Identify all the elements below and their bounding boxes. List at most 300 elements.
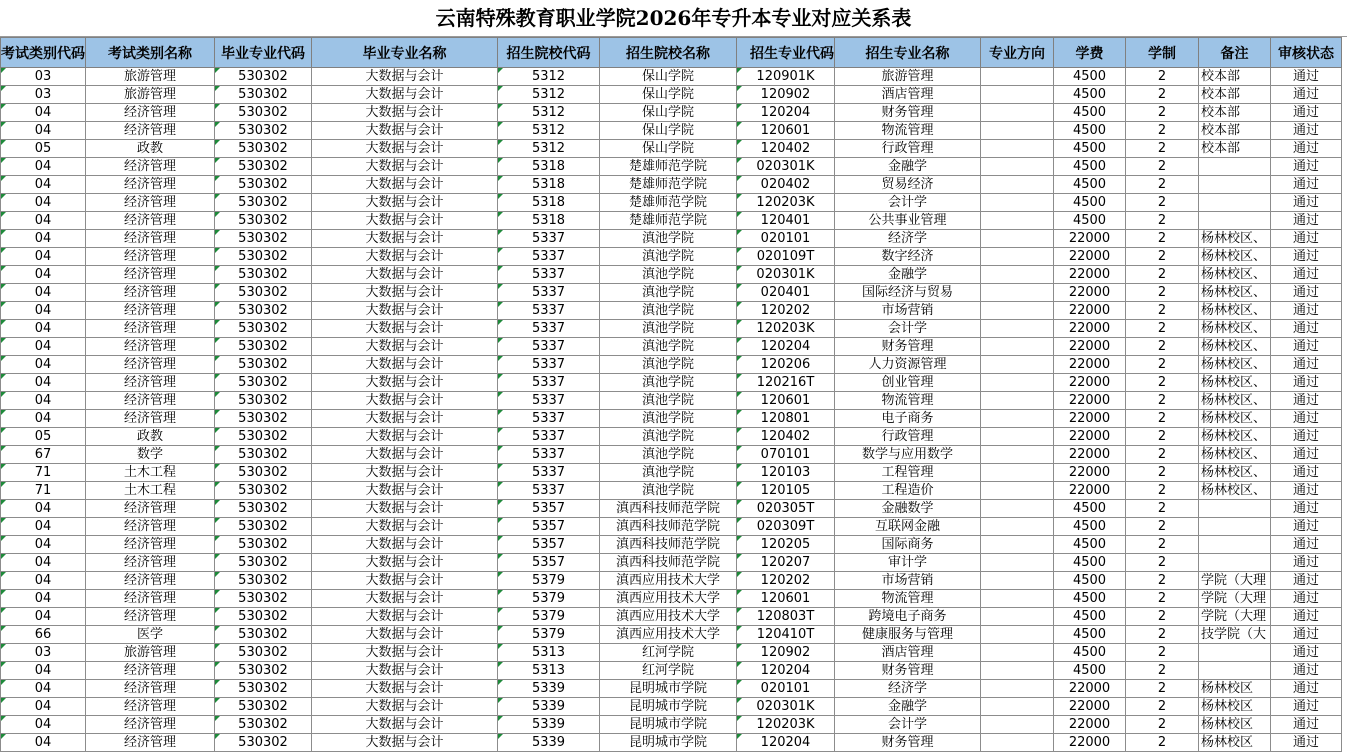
table-cell[interactable]: 120206 [737,356,835,374]
table-cell[interactable]: 经济管理 [86,122,215,140]
table-cell[interactable]: 5339 [498,734,600,752]
table-cell[interactable]: 大数据与会计 [312,608,498,626]
table-cell[interactable]: 经济管理 [86,248,215,266]
table-cell[interactable]: 2 [1126,662,1199,680]
table-cell[interactable]: 530302 [215,86,312,104]
table-cell[interactable]: 2 [1126,356,1199,374]
table-cell[interactable]: 22000 [1054,338,1126,356]
table-cell[interactable]: 楚雄师范学院 [600,176,737,194]
table-cell[interactable]: 通过 [1271,716,1342,734]
table-cell[interactable]: 滇西科技师范学院 [600,518,737,536]
table-cell[interactable]: 经济管理 [86,230,215,248]
table-cell[interactable]: 2 [1126,626,1199,644]
table-cell[interactable]: 土木工程 [86,464,215,482]
table-cell[interactable]: 530302 [215,68,312,86]
table-cell[interactable]: 滇西应用技术大学 [600,626,737,644]
header-cell[interactable]: 毕业专业代码 [215,38,312,68]
table-cell[interactable]: 经济管理 [86,572,215,590]
table-cell[interactable]: 滇池学院 [600,230,737,248]
table-cell[interactable]: 大数据与会计 [312,734,498,752]
table-cell[interactable]: 120801 [737,410,835,428]
table-cell[interactable]: 通过 [1271,680,1342,698]
table-cell[interactable]: 大数据与会计 [312,518,498,536]
table-cell[interactable]: 5312 [498,86,600,104]
table-cell[interactable]: 5313 [498,644,600,662]
table-cell[interactable] [1199,536,1271,554]
table-cell[interactable]: 5337 [498,266,600,284]
table-cell[interactable] [981,680,1054,698]
table-cell[interactable] [981,500,1054,518]
table-cell[interactable]: 22000 [1054,680,1126,698]
table-cell[interactable] [981,662,1054,680]
table-cell[interactable]: 通过 [1271,554,1342,572]
table-cell[interactable]: 120202 [737,572,835,590]
table-cell[interactable]: 大数据与会计 [312,536,498,554]
table-cell[interactable]: 财务管理 [835,734,981,752]
table-cell[interactable]: 2 [1126,608,1199,626]
table-cell[interactable]: 大数据与会计 [312,374,498,392]
table-cell[interactable] [981,626,1054,644]
table-cell[interactable]: 金融学 [835,698,981,716]
table-cell[interactable]: 经济管理 [86,698,215,716]
table-cell[interactable]: 滇西应用技术大学 [600,572,737,590]
table-cell[interactable]: 2 [1126,590,1199,608]
table-cell[interactable]: 通过 [1271,68,1342,86]
table-cell[interactable]: 22000 [1054,464,1126,482]
table-cell[interactable]: 04 [1,572,86,590]
table-cell[interactable]: 020101 [737,230,835,248]
table-cell[interactable]: 经济管理 [86,536,215,554]
table-cell[interactable]: 杨林校区 [1199,716,1271,734]
table-cell[interactable]: 2 [1126,698,1199,716]
table-cell[interactable]: 020401 [737,284,835,302]
table-cell[interactable]: 通过 [1271,392,1342,410]
table-cell[interactable] [981,158,1054,176]
table-cell[interactable]: 04 [1,158,86,176]
table-cell[interactable]: 跨境电子商务 [835,608,981,626]
table-cell[interactable]: 4500 [1054,590,1126,608]
table-cell[interactable]: 22000 [1054,284,1126,302]
table-cell[interactable]: 会计学 [835,320,981,338]
table-cell[interactable]: 经济管理 [86,266,215,284]
table-cell[interactable]: 5337 [498,374,600,392]
table-cell[interactable]: 04 [1,104,86,122]
table-cell[interactable]: 2 [1126,176,1199,194]
table-cell[interactable]: 020301K [737,698,835,716]
table-cell[interactable]: 530302 [215,248,312,266]
table-cell[interactable] [981,554,1054,572]
table-cell[interactable]: 530302 [215,356,312,374]
table-cell[interactable]: 2 [1126,194,1199,212]
table-cell[interactable]: 530302 [215,734,312,752]
table-cell[interactable]: 大数据与会计 [312,356,498,374]
table-cell[interactable]: 通过 [1271,122,1342,140]
table-cell[interactable]: 5312 [498,104,600,122]
table-cell[interactable]: 530302 [215,644,312,662]
table-cell[interactable]: 经济学 [835,230,981,248]
table-cell[interactable]: 5337 [498,446,600,464]
table-cell[interactable]: 杨林校区、 [1199,410,1271,428]
table-cell[interactable]: 04 [1,662,86,680]
table-cell[interactable]: 5339 [498,716,600,734]
table-cell[interactable]: 学院（大理 [1199,590,1271,608]
table-cell[interactable]: 22000 [1054,446,1126,464]
table-cell[interactable]: 5337 [498,392,600,410]
table-cell[interactable]: 大数据与会计 [312,428,498,446]
table-cell[interactable]: 120803T [737,608,835,626]
table-cell[interactable]: 大数据与会计 [312,212,498,230]
table-cell[interactable]: 会计学 [835,716,981,734]
table-cell[interactable] [981,374,1054,392]
table-cell[interactable]: 2 [1126,122,1199,140]
table-cell[interactable]: 杨林校区、 [1199,302,1271,320]
table-cell[interactable]: 大数据与会计 [312,86,498,104]
table-cell[interactable]: 通过 [1271,176,1342,194]
table-cell[interactable]: 530302 [215,590,312,608]
table-cell[interactable]: 4500 [1054,140,1126,158]
table-cell[interactable]: 滇池学院 [600,410,737,428]
table-cell[interactable]: 120204 [737,104,835,122]
table-cell[interactable]: 020309T [737,518,835,536]
table-cell[interactable]: 大数据与会计 [312,626,498,644]
table-cell[interactable]: 楚雄师范学院 [600,212,737,230]
table-cell[interactable]: 通过 [1271,338,1342,356]
table-cell[interactable]: 120203K [737,194,835,212]
table-cell[interactable]: 创业管理 [835,374,981,392]
header-cell[interactable]: 招生院校代码 [498,38,600,68]
table-cell[interactable]: 04 [1,374,86,392]
table-cell[interactable]: 530302 [215,482,312,500]
table-cell[interactable]: 通过 [1271,194,1342,212]
table-cell[interactable]: 国际商务 [835,536,981,554]
table-cell[interactable]: 2 [1126,68,1199,86]
table-cell[interactable]: 530302 [215,716,312,734]
table-cell[interactable] [1199,644,1271,662]
table-cell[interactable]: 530302 [215,500,312,518]
table-cell[interactable]: 大数据与会计 [312,482,498,500]
table-cell[interactable]: 120207 [737,554,835,572]
table-cell[interactable]: 22000 [1054,392,1126,410]
table-cell[interactable] [1199,194,1271,212]
table-cell[interactable] [981,536,1054,554]
table-cell[interactable]: 大数据与会计 [312,554,498,572]
table-cell[interactable]: 04 [1,176,86,194]
table-cell[interactable]: 杨林校区、 [1199,356,1271,374]
table-cell[interactable]: 530302 [215,266,312,284]
table-cell[interactable]: 通过 [1271,374,1342,392]
table-cell[interactable]: 530302 [215,212,312,230]
table-cell[interactable]: 530302 [215,464,312,482]
table-cell[interactable]: 530302 [215,698,312,716]
table-cell[interactable]: 020301K [737,266,835,284]
table-cell[interactable] [981,68,1054,86]
table-cell[interactable] [981,356,1054,374]
table-cell[interactable] [1199,212,1271,230]
table-cell[interactable]: 2 [1126,644,1199,662]
table-cell[interactable]: 020301K [737,158,835,176]
table-cell[interactable]: 5337 [498,482,600,500]
table-cell[interactable]: 04 [1,230,86,248]
table-cell[interactable]: 滇池学院 [600,356,737,374]
table-cell[interactable]: 大数据与会计 [312,140,498,158]
table-cell[interactable]: 滇池学院 [600,446,737,464]
table-cell[interactable]: 通过 [1271,518,1342,536]
table-cell[interactable] [1199,662,1271,680]
table-cell[interactable]: 2 [1126,266,1199,284]
table-cell[interactable]: 大数据与会计 [312,572,498,590]
table-cell[interactable]: 2 [1126,320,1199,338]
table-cell[interactable] [981,122,1054,140]
table-cell[interactable] [1199,158,1271,176]
table-cell[interactable] [981,212,1054,230]
table-cell[interactable]: 大数据与会计 [312,662,498,680]
table-cell[interactable]: 5379 [498,572,600,590]
table-cell[interactable]: 2 [1126,518,1199,536]
table-cell[interactable]: 5337 [498,356,600,374]
table-cell[interactable]: 22000 [1054,698,1126,716]
table-cell[interactable]: 行政管理 [835,428,981,446]
table-cell[interactable] [981,590,1054,608]
table-cell[interactable]: 市场营销 [835,302,981,320]
table-cell[interactable]: 2 [1126,212,1199,230]
table-cell[interactable]: 120901K [737,68,835,86]
table-cell[interactable]: 大数据与会计 [312,284,498,302]
table-cell[interactable]: 22000 [1054,734,1126,752]
table-cell[interactable]: 经济管理 [86,338,215,356]
table-cell[interactable]: 杨林校区、 [1199,266,1271,284]
table-cell[interactable]: 530302 [215,536,312,554]
table-cell[interactable]: 滇池学院 [600,284,737,302]
table-cell[interactable]: 5312 [498,140,600,158]
table-cell[interactable]: 保山学院 [600,86,737,104]
table-cell[interactable]: 4500 [1054,500,1126,518]
table-cell[interactable]: 数字经济 [835,248,981,266]
table-cell[interactable]: 经济管理 [86,410,215,428]
table-cell[interactable]: 5339 [498,698,600,716]
table-cell[interactable]: 020402 [737,176,835,194]
table-cell[interactable]: 旅游管理 [835,68,981,86]
table-cell[interactable]: 通过 [1271,446,1342,464]
table-cell[interactable]: 04 [1,284,86,302]
table-cell[interactable]: 5318 [498,176,600,194]
table-cell[interactable]: 22000 [1054,320,1126,338]
table-cell[interactable]: 120601 [737,590,835,608]
table-cell[interactable] [981,464,1054,482]
table-cell[interactable]: 5379 [498,590,600,608]
table-cell[interactable]: 通过 [1271,266,1342,284]
table-cell[interactable]: 大数据与会计 [312,176,498,194]
table-cell[interactable]: 4500 [1054,158,1126,176]
table-cell[interactable]: 通过 [1271,284,1342,302]
table-cell[interactable]: 滇池学院 [600,338,737,356]
table-cell[interactable]: 2 [1126,464,1199,482]
table-cell[interactable]: 杨林校区、 [1199,482,1271,500]
table-cell[interactable]: 昆明城市学院 [600,734,737,752]
table-cell[interactable]: 5379 [498,626,600,644]
table-cell[interactable]: 120216T [737,374,835,392]
table-cell[interactable]: 04 [1,266,86,284]
table-cell[interactable]: 4500 [1054,212,1126,230]
table-cell[interactable]: 数学 [86,446,215,464]
table-cell[interactable]: 旅游管理 [86,644,215,662]
table-cell[interactable]: 大数据与会计 [312,68,498,86]
table-cell[interactable]: 04 [1,212,86,230]
table-cell[interactable]: 滇池学院 [600,482,737,500]
table-cell[interactable]: 530302 [215,320,312,338]
table-cell[interactable]: 人力资源管理 [835,356,981,374]
table-cell[interactable]: 大数据与会计 [312,320,498,338]
table-cell[interactable]: 2 [1126,482,1199,500]
table-cell[interactable]: 经济管理 [86,212,215,230]
table-cell[interactable]: 大数据与会计 [312,230,498,248]
table-cell[interactable]: 经济管理 [86,284,215,302]
table-cell[interactable]: 120204 [737,662,835,680]
table-cell[interactable]: 5318 [498,212,600,230]
table-cell[interactable]: 2 [1126,374,1199,392]
table-cell[interactable]: 酒店管理 [835,644,981,662]
table-cell[interactable]: 工程管理 [835,464,981,482]
table-cell[interactable]: 大数据与会计 [312,338,498,356]
table-cell[interactable]: 国际经济与贸易 [835,284,981,302]
table-cell[interactable]: 22000 [1054,374,1126,392]
table-cell[interactable]: 财务管理 [835,338,981,356]
table-cell[interactable]: 通过 [1271,212,1342,230]
table-cell[interactable] [1199,554,1271,572]
table-cell[interactable]: 4500 [1054,122,1126,140]
table-cell[interactable]: 020305T [737,500,835,518]
table-cell[interactable]: 经济管理 [86,680,215,698]
table-cell[interactable] [981,518,1054,536]
table-cell[interactable]: 2 [1126,338,1199,356]
table-cell[interactable]: 04 [1,500,86,518]
table-cell[interactable]: 滇西应用技术大学 [600,590,737,608]
table-cell[interactable]: 保山学院 [600,122,737,140]
table-cell[interactable]: 5339 [498,680,600,698]
table-cell[interactable]: 杨林校区、 [1199,230,1271,248]
table-cell[interactable]: 530302 [215,446,312,464]
table-cell[interactable]: 校本部 [1199,122,1271,140]
table-cell[interactable] [981,428,1054,446]
table-cell[interactable]: 通过 [1271,428,1342,446]
table-cell[interactable]: 经济管理 [86,500,215,518]
table-cell[interactable]: 大数据与会计 [312,158,498,176]
table-cell[interactable]: 医学 [86,626,215,644]
table-cell[interactable]: 物流管理 [835,122,981,140]
table-cell[interactable]: 22000 [1054,482,1126,500]
table-cell[interactable] [981,734,1054,752]
header-cell[interactable]: 学制 [1126,38,1199,68]
table-cell[interactable]: 2 [1126,284,1199,302]
table-cell[interactable]: 大数据与会计 [312,698,498,716]
table-cell[interactable]: 通过 [1271,698,1342,716]
table-cell[interactable]: 工程造价 [835,482,981,500]
table-cell[interactable]: 大数据与会计 [312,590,498,608]
table-cell[interactable]: 大数据与会计 [312,680,498,698]
header-cell[interactable]: 审核状态 [1271,38,1342,68]
table-cell[interactable]: 通过 [1271,482,1342,500]
table-cell[interactable]: 通过 [1271,302,1342,320]
table-cell[interactable]: 2 [1126,734,1199,752]
table-cell[interactable]: 校本部 [1199,68,1271,86]
table-cell[interactable] [981,644,1054,662]
table-cell[interactable]: 530302 [215,230,312,248]
table-cell[interactable]: 经济管理 [86,734,215,752]
table-cell[interactable]: 大数据与会计 [312,464,498,482]
table-cell[interactable]: 4500 [1054,572,1126,590]
table-cell[interactable]: 互联网金融 [835,518,981,536]
table-cell[interactable]: 71 [1,482,86,500]
table-cell[interactable]: 2 [1126,500,1199,518]
table-cell[interactable]: 滇池学院 [600,464,737,482]
table-cell[interactable] [981,446,1054,464]
table-cell[interactable]: 530302 [215,140,312,158]
table-cell[interactable]: 通过 [1271,644,1342,662]
table-cell[interactable]: 120203K [737,320,835,338]
table-cell[interactable]: 04 [1,194,86,212]
table-cell[interactable]: 通过 [1271,320,1342,338]
table-cell[interactable]: 大数据与会计 [312,446,498,464]
table-cell[interactable]: 杨林校区、 [1199,338,1271,356]
table-cell[interactable]: 滇西科技师范学院 [600,554,737,572]
table-cell[interactable] [981,698,1054,716]
table-cell[interactable]: 5337 [498,338,600,356]
table-cell[interactable]: 物流管理 [835,590,981,608]
table-cell[interactable]: 120601 [737,122,835,140]
table-cell[interactable]: 2 [1126,140,1199,158]
table-cell[interactable]: 5337 [498,284,600,302]
table-cell[interactable]: 学院（大理 [1199,608,1271,626]
table-cell[interactable]: 市场营销 [835,572,981,590]
table-cell[interactable]: 03 [1,68,86,86]
table-cell[interactable]: 03 [1,86,86,104]
table-cell[interactable]: 04 [1,338,86,356]
table-cell[interactable]: 04 [1,608,86,626]
table-cell[interactable]: 通过 [1271,500,1342,518]
table-cell[interactable]: 经济管理 [86,662,215,680]
header-cell[interactable]: 招生院校名称 [600,38,737,68]
table-cell[interactable]: 04 [1,122,86,140]
table-cell[interactable]: 滇池学院 [600,320,737,338]
table-cell[interactable]: 04 [1,320,86,338]
table-cell[interactable]: 120204 [737,338,835,356]
table-cell[interactable]: 校本部 [1199,140,1271,158]
table-cell[interactable] [981,284,1054,302]
table-cell[interactable]: 22000 [1054,302,1126,320]
table-cell[interactable]: 120105 [737,482,835,500]
table-cell[interactable]: 金融数学 [835,500,981,518]
table-cell[interactable]: 通过 [1271,572,1342,590]
table-cell[interactable]: 2 [1126,392,1199,410]
table-cell[interactable]: 滇池学院 [600,428,737,446]
table-cell[interactable]: 5337 [498,464,600,482]
table-cell[interactable]: 通过 [1271,608,1342,626]
table-cell[interactable]: 04 [1,356,86,374]
table-cell[interactable]: 大数据与会计 [312,392,498,410]
table-cell[interactable]: 04 [1,698,86,716]
table-cell[interactable]: 通过 [1271,734,1342,752]
table-cell[interactable]: 2 [1126,158,1199,176]
table-cell[interactable]: 2 [1126,248,1199,266]
table-cell[interactable]: 22000 [1054,230,1126,248]
table-cell[interactable]: 旅游管理 [86,68,215,86]
table-cell[interactable]: 杨林校区、 [1199,428,1271,446]
table-cell[interactable]: 4500 [1054,644,1126,662]
table-cell[interactable] [981,194,1054,212]
table-cell[interactable]: 120902 [737,86,835,104]
table-cell[interactable]: 杨林校区、 [1199,284,1271,302]
table-cell[interactable]: 杨林校区、 [1199,446,1271,464]
table-cell[interactable]: 政教 [86,140,215,158]
